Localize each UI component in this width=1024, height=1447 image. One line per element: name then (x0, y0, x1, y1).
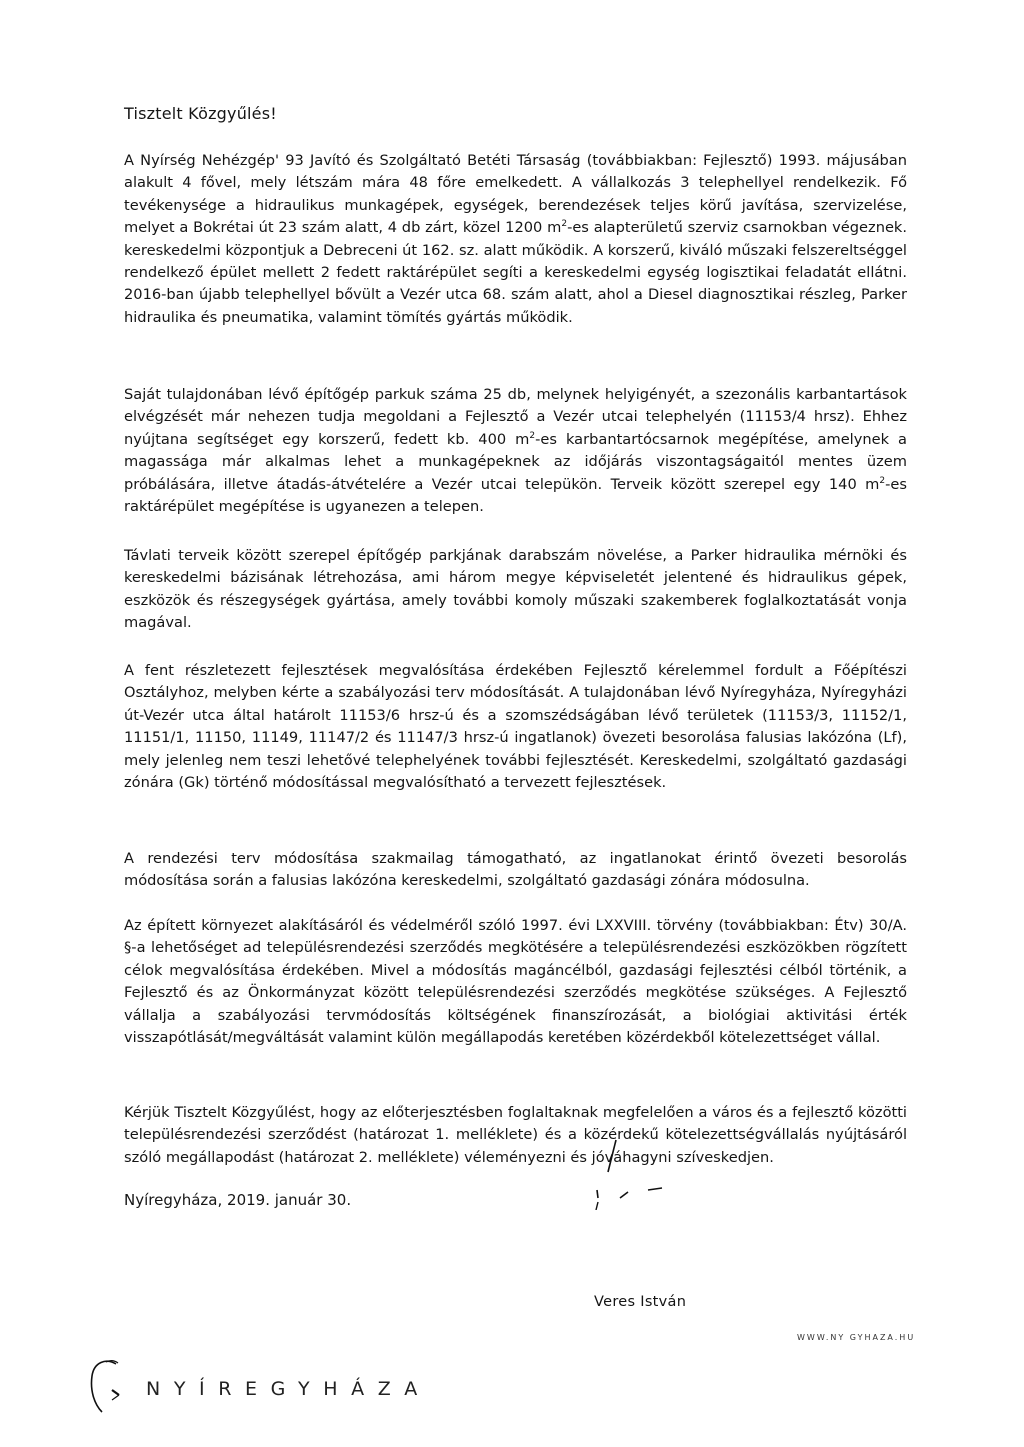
city-logo-icon (86, 1354, 122, 1416)
paragraph-text: A Nyírség Nehézgép' 93 Javító és Szolgáltató Betéti Társaság (továbbiakban: Fejlesztő) 1993. májusában alakult 4 fővel, mely létszám mára 48 főre emelkedett. A vállalkozás 3 telephellyel rendelkezik. Fő tevékenysége a hidraulikus munkagépek, egységek, berendezések teljes körű javítása, szervizelése, melyet a Bokrétai út 23 szám alatt, 4 db zárt, közel 1200 m (124, 152, 907, 237)
signer-name: Veres István (594, 1294, 687, 1310)
superscript: 2 (561, 219, 568, 230)
paragraph-text: Saját tulajdonában lévő építőgép parkuk száma 25 db, melynek helyigényét, a szezonális karbantartások elvégzését már nehezen tudja megoldani a Fejlesztő a Vezér utcai telephelyén (11153/4 hrsz). Ehhez nyújtana segítséget egy korszerű, fedett kb. 400 m (124, 386, 907, 448)
paragraph-long-term-plans: Távlati terveik között szerepel építőgép parkjának darabszám növelése, a Parker hidraulika mérnöki és kereskedelmi bázisának létrehozása, ami három megye képviseletét jelentené és hidraulikus gépek, eszközök és részegységek gyártása, amely további komoly műszaki szakemberek foglalkoztatását vonja magával. (124, 547, 907, 632)
paragraph-support: A rendezési terv módosítása szakmailag támogatható, az ingatlanokat érintő övezeti besorolás módosítása során a falusias lakózóna kereskedelmi, szolgáltató gazdasági zónára módosulna. (124, 850, 907, 890)
paragraph-request: Kérjük Tisztelt Közgyűlést, hogy az előterjesztésben foglaltaknak megfelelően a város és a fejlesztő közötti településrendezési szerződést (határozat 1. melléklete) és a közérdekű kötelezettségvállalás nyújtásáról szóló megállapodást (határozat 2. melléklete) véleményezni és jóváhagyni szíveskedjen. (124, 1104, 907, 1166)
superscript: 2 (529, 430, 536, 441)
salutation: Tisztelt Közgyűlés! (124, 104, 277, 123)
website-url: WWW.NY GYHAZA.HU (797, 1333, 916, 1342)
paragraph-text: -es raktárépület megépítése is ugyanezen a telepen. (124, 475, 907, 516)
paragraph-company-intro (124, 150, 907, 329)
city-wordmark: NYÍREGYHÁZA (146, 1378, 431, 1400)
paragraph-plan-modification-request: A fent részletezett fejlesztések megvalósítása érdekében Fejlesztő kérelemmel fordult a Főépítészi Osztályhoz, melyben kérte a szabályozási terv módosítását. A tulajdonában lévő Nyíregyháza, Nyíregyházi út-Vezér utca által határolt 11153/6 hrsz-ú és a szomszédságában lévő területek (11153/3, 11152/1, 11151/1, 11150, 11149, 11147/2 és 11147/3 hrsz-ú ingatlanok) övezeti besorolása falusias lakózóna (Lf), mely jelenleg nem teszi lehetővé telephelyének további fejlesztését. Kereskedelmi, szolgáltató gazdasági zónára (Gk) történő módosítással megvalósítható a tervezett fejlesztések. (124, 662, 907, 792)
paragraph-text: -es alapterületű szerviz csarnokban végeznek. kereskedelmi központjuk a Debreceni út 162. sz. alatt működik. A korszerű, kiváló műszaki felszereltséggel rendelkező épület mellett 2 fedett raktárépület segíti a kereskedelmi egység logisztikai feladatát ellátni. 2016-ban újabb telephellyel bővült a Vezér utca 68. szám alatt, ahol a Diesel diagnosztikai részleg, Parker hidraulika és pneumatika, valamint tömítés gyártás működik. (124, 219, 908, 326)
paragraph-text: -es karbantartócsarnok megépítése, amelynek a magassága már alkalmas lehet a munkagépeknek az időjárás viszontagságaitól mentes üzem próbálására, illetve átadás-átvételére a Vezér utcai telepükön. Terveik között szerepel egy 140 m (124, 430, 907, 493)
signature-mark (586, 1132, 676, 1210)
paragraph-equipment-park (124, 384, 907, 518)
paragraph-legal-basis: Az épített környezet alakításáról és védelméről szóló 1997. évi LXXVIII. törvény (továbbiakban: Étv) 30/A. §-a lehetőséget ad településrendezési szerződés megkötésére a településrendezési eszközökben rögzített célok megvalósítása érdekében. Mivel a módosítás magáncélból, gazdasági fejlesztési célból történik, a Fejlesztő és az Önkormányzat között településrendezési szerződés megkötése szükséges. A Fejlesztő vállalja a szabályozási tervmódosítás költségének finanszírozását, a biológiai aktivitási érték visszapótlását/megváltását valamint külön megállapodás keretében közérdekből kötelezettséget vállal. (124, 917, 907, 1047)
date-line: Nyíregyháza, 2019. január 30. (124, 1191, 352, 1209)
superscript: 2 (879, 475, 886, 486)
